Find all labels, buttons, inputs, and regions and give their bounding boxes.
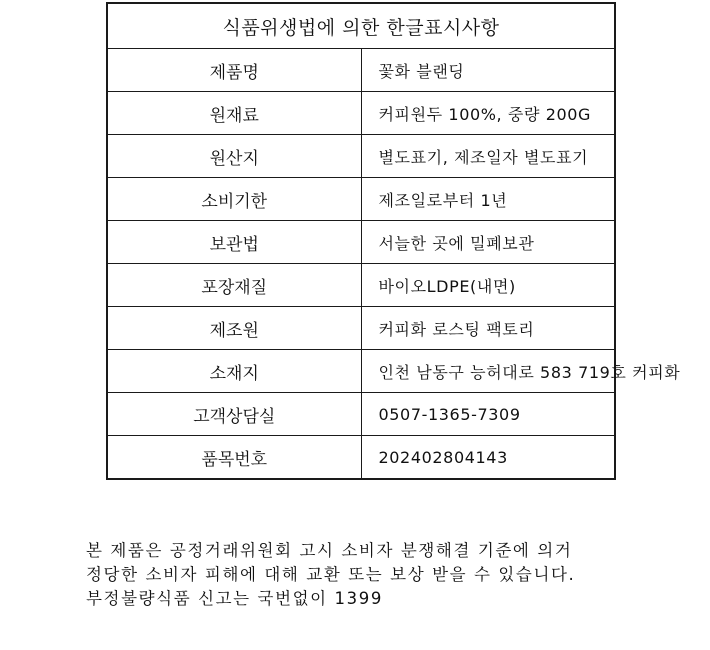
row-value-packaging: 바이오LDPE(내면) (361, 264, 615, 307)
row-value-customer-service: 0507-1365-7309 (361, 393, 615, 436)
row-value-address: 인천 남동구 능허대로 583 719호 커피화 (361, 350, 615, 393)
table-row-expiry (107, 178, 615, 221)
row-value-ingredients: 커피원두 100%, 중량 200G (361, 92, 615, 135)
table-row-product-name (107, 49, 615, 92)
notice-line: 부정불량식품 신고는 국번없이 1399 (86, 589, 383, 608)
table-row-origin (107, 135, 615, 178)
row-key-product-name: 제품명 (107, 49, 361, 92)
row-key-item-number: 품목번호 (107, 436, 361, 480)
table-row-item-number (107, 436, 615, 480)
row-key-packaging: 포장재질 (107, 264, 361, 307)
table-row-storage (107, 221, 615, 264)
table-row-packaging (107, 264, 615, 307)
row-key-address: 소재지 (107, 350, 361, 393)
row-key-storage: 보관법 (107, 221, 361, 264)
row-value-origin: 별도표기, 제조일자 별도표기 (361, 135, 615, 178)
table-row-customer-service (107, 393, 615, 436)
table-title: 식품위생법에 의한 한글표시사항 (107, 3, 615, 49)
table-title-row (107, 3, 615, 49)
row-value-storage: 서늘한 곳에 밀폐보관 (361, 221, 615, 264)
row-value-manufacturer: 커피화 로스팅 팩토리 (361, 307, 615, 350)
row-value-item-number: 202402804143 (361, 436, 615, 480)
row-key-manufacturer: 제조원 (107, 307, 361, 350)
row-key-customer-service: 고객상담실 (107, 393, 361, 436)
table-row-manufacturer (107, 307, 615, 350)
notice-line: 정당한 소비자 피해에 대해 교환 또는 보상 받을 수 있습니다. (86, 565, 576, 584)
food-label-table (106, 2, 681, 480)
row-key-expiry: 소비기한 (107, 178, 361, 221)
notice-line: 본 제품은 공정거래위원회 고시 소비자 분쟁해결 기준에 의거 (86, 541, 573, 560)
row-value-product-name: 꽃화 블랜딩 (361, 49, 615, 92)
row-value-expiry: 제조일로부터 1년 (361, 178, 615, 221)
row-key-origin: 원산지 (107, 135, 361, 178)
table-row-address (107, 350, 615, 393)
consumer-notice (86, 539, 686, 611)
row-key-ingredients: 원재료 (107, 92, 361, 135)
table-row-ingredients (107, 92, 615, 135)
